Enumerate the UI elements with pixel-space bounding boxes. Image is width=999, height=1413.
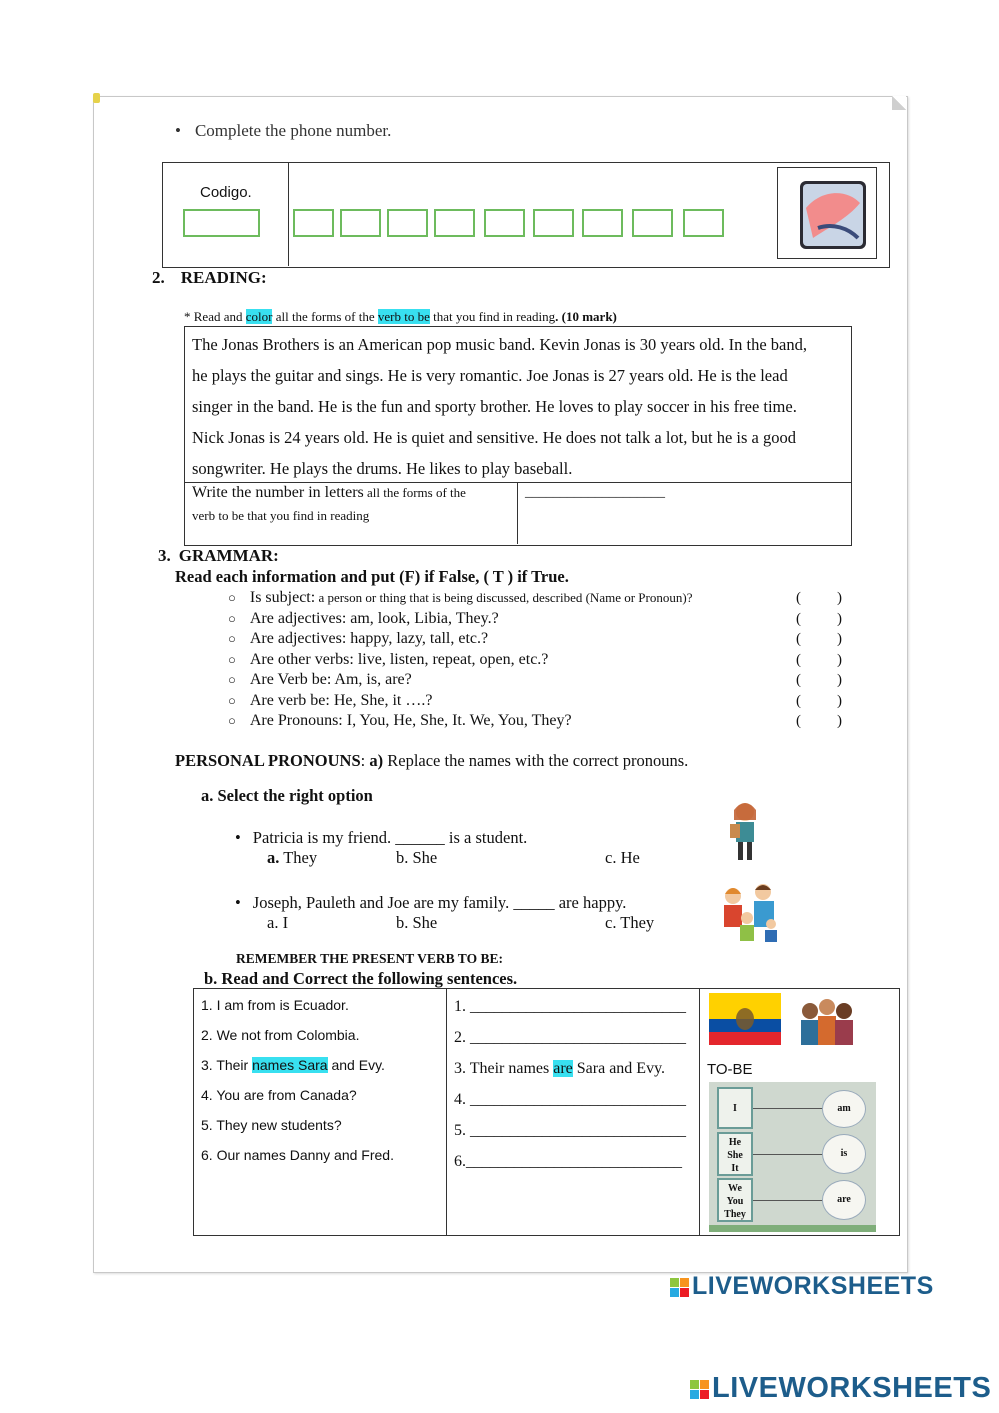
verb-am: am: [822, 1090, 866, 1128]
digit-input-3[interactable]: [387, 209, 428, 237]
arrow-is: [753, 1154, 823, 1155]
write-number-prompt: Write the number in letters all the forms of the verb to be that you find in reading: [192, 484, 466, 523]
grammar-heading: 3. GRAMMAR:: [158, 546, 279, 565]
tf-answer[interactable]: ( ): [796, 651, 842, 668]
wrong-sentence: 6. Our names Danny and Fred.: [201, 1147, 394, 1163]
friends-picture: [796, 993, 858, 1049]
q1-option-a[interactable]: a. They: [267, 848, 318, 867]
pronoun-we-you-they: We You They: [717, 1178, 753, 1222]
arrow-am: [753, 1108, 823, 1109]
correct-table-divider-1: [446, 988, 447, 1235]
reading-instruction: * Read and color all the forms of the verb to be that you find in reading. (10 mark): [184, 309, 617, 324]
digit-input-6[interactable]: [533, 209, 574, 237]
wrong-sentence: 4. You are from Canada?: [201, 1087, 357, 1103]
verb-is: is: [822, 1134, 866, 1174]
digit-input-1[interactable]: [293, 209, 334, 237]
pin-icon: [93, 93, 100, 103]
phone-picture: [778, 168, 876, 258]
tf-answer[interactable]: ( ): [796, 590, 842, 606]
wrong-sentence: 3. Their names Sara and Evy.: [201, 1057, 385, 1073]
tf-answer[interactable]: ( ): [796, 631, 842, 647]
answer-line-2[interactable]: 2. ___________________________: [454, 1029, 686, 1046]
answer-line-6[interactable]: 6.___________________________: [454, 1153, 682, 1170]
verb-are: are: [822, 1180, 866, 1220]
logo-mark-icon: [670, 1278, 689, 1297]
q2-option-c[interactable]: c. They: [605, 913, 655, 932]
tf-answer-column: [796, 588, 856, 732]
digit-input-4[interactable]: [434, 209, 475, 237]
tf-item: ○ Are adjectives: happy, lazy, tall, etc.?: [228, 630, 489, 647]
pronouns-heading: PERSONAL PRONOUNS: a) Replace the names with the correct pronouns.: [175, 751, 689, 770]
q1-option-b[interactable]: b. She: [396, 848, 438, 867]
tf-item: ○ Are Pronouns: I, You, He, She, It. We, You, They?: [228, 712, 572, 729]
true-false-list: [228, 588, 692, 732]
liveworksheets-logo-1[interactable]: LIVEWORKSHEETS: [670, 1272, 934, 1301]
page-corner-fold: [892, 96, 906, 110]
digit-input-7[interactable]: [582, 209, 623, 237]
tf-item: ○ Are verb be: He, She, it ….?: [228, 691, 433, 709]
correct-sentences-heading: b. Read and Correct the following sentences.: [204, 969, 518, 988]
digit-input-9[interactable]: [683, 209, 724, 237]
select-option-heading: a. Select the right option: [201, 786, 373, 805]
code-input[interactable]: [183, 209, 260, 237]
q2-option-a[interactable]: a. I: [267, 913, 289, 932]
answer-line-5[interactable]: 5. ___________________________: [454, 1122, 686, 1139]
tf-item: ○ Are adjectives: am, look, Libia, They.?: [228, 609, 499, 627]
write-number-answer[interactable]: ____________________: [525, 485, 665, 500]
grammar-instruction: Read each information and put (F) if False, ( T ) if True.: [175, 567, 569, 586]
tf-answer[interactable]: ( ): [796, 692, 842, 709]
tf-item: ○ Is subject: a person or thing that is being discussed, described (Name or Pronoun)?: [228, 589, 693, 606]
to-be-chart: [709, 1082, 876, 1232]
digit-input-5[interactable]: [484, 209, 525, 237]
teacher-picture: [722, 800, 768, 862]
wrong-sentence: 2. We not from Colombia.: [201, 1027, 360, 1043]
answer-example: 3. Their names are Sara and Evy.: [454, 1060, 666, 1077]
answer-line-4[interactable]: 4. ___________________________: [454, 1091, 686, 1108]
question-1: • Patricia is my friend. ______ is a student.: [235, 828, 528, 847]
question-2: • Joseph, Pauleth and Joe are my family. _____ are happy.: [235, 893, 627, 912]
chart-footer-strip: [709, 1225, 876, 1232]
wrong-sentences: [201, 990, 394, 1170]
tf-answer[interactable]: ( ): [796, 713, 842, 729]
q2-option-b[interactable]: b. She: [396, 913, 438, 932]
tf-item: ○ Are other verbs: live, listen, repeat, open, etc.?: [228, 650, 549, 668]
answer-line-1[interactable]: 1. ___________________________: [454, 998, 686, 1015]
code-label: Codigo.: [200, 184, 252, 201]
tf-answer[interactable]: ( ): [796, 672, 842, 688]
wrong-sentence: 1. I am from is Ecuador.: [201, 997, 349, 1013]
to-be-label: TO-BE: [707, 1061, 753, 1078]
q1-option-c[interactable]: c. He: [605, 848, 640, 867]
phone-table-divider: [288, 162, 289, 266]
reading-answer-divider: [517, 482, 518, 544]
digit-input-2[interactable]: [340, 209, 381, 237]
pronoun-i: I: [717, 1087, 753, 1129]
question-2-options: [267, 913, 667, 935]
question-1-options: [267, 848, 667, 870]
logo-mark-icon: [690, 1380, 709, 1399]
corrected-sentences: [454, 991, 686, 1177]
phone-instruction: • Complete the phone number.: [175, 121, 392, 140]
tf-item: ○ Are Verb be: Am, is, are?: [228, 671, 412, 688]
liveworksheets-logo-2[interactable]: LIVEWORKSHEETS: [690, 1372, 991, 1405]
reading-heading: 2. READING:: [152, 268, 267, 287]
tf-answer[interactable]: ( ): [796, 610, 842, 627]
correct-table-divider-2: [699, 988, 700, 1235]
digit-input-8[interactable]: [632, 209, 673, 237]
reading-passage: The Jonas Brothers is an American pop music band. Kevin Jonas is 30 years old. In the band, he plays the guitar and sings. He is very romantic. Joe Jonas is 27 years old. He is the lead singer in the band. He is the fun and sporty brother. He loves to play soccer in his free time. Nick Jonas is 24 years old. He is quiet and sensitive. He does not talk a lot, but he is a good songwriter. He plays the drums. He likes to play baseball.: [192, 335, 807, 478]
remember-heading: REMEMBER THE PRESENT VERB TO BE:: [236, 951, 503, 966]
pronoun-he-she-it: He She It: [717, 1132, 753, 1176]
family-picture: [715, 880, 785, 946]
ecuador-flag: [709, 993, 781, 1045]
arrow-are: [753, 1200, 823, 1201]
phone-image-frame: [777, 167, 877, 259]
wrong-sentence: 5. They new students?: [201, 1117, 342, 1133]
